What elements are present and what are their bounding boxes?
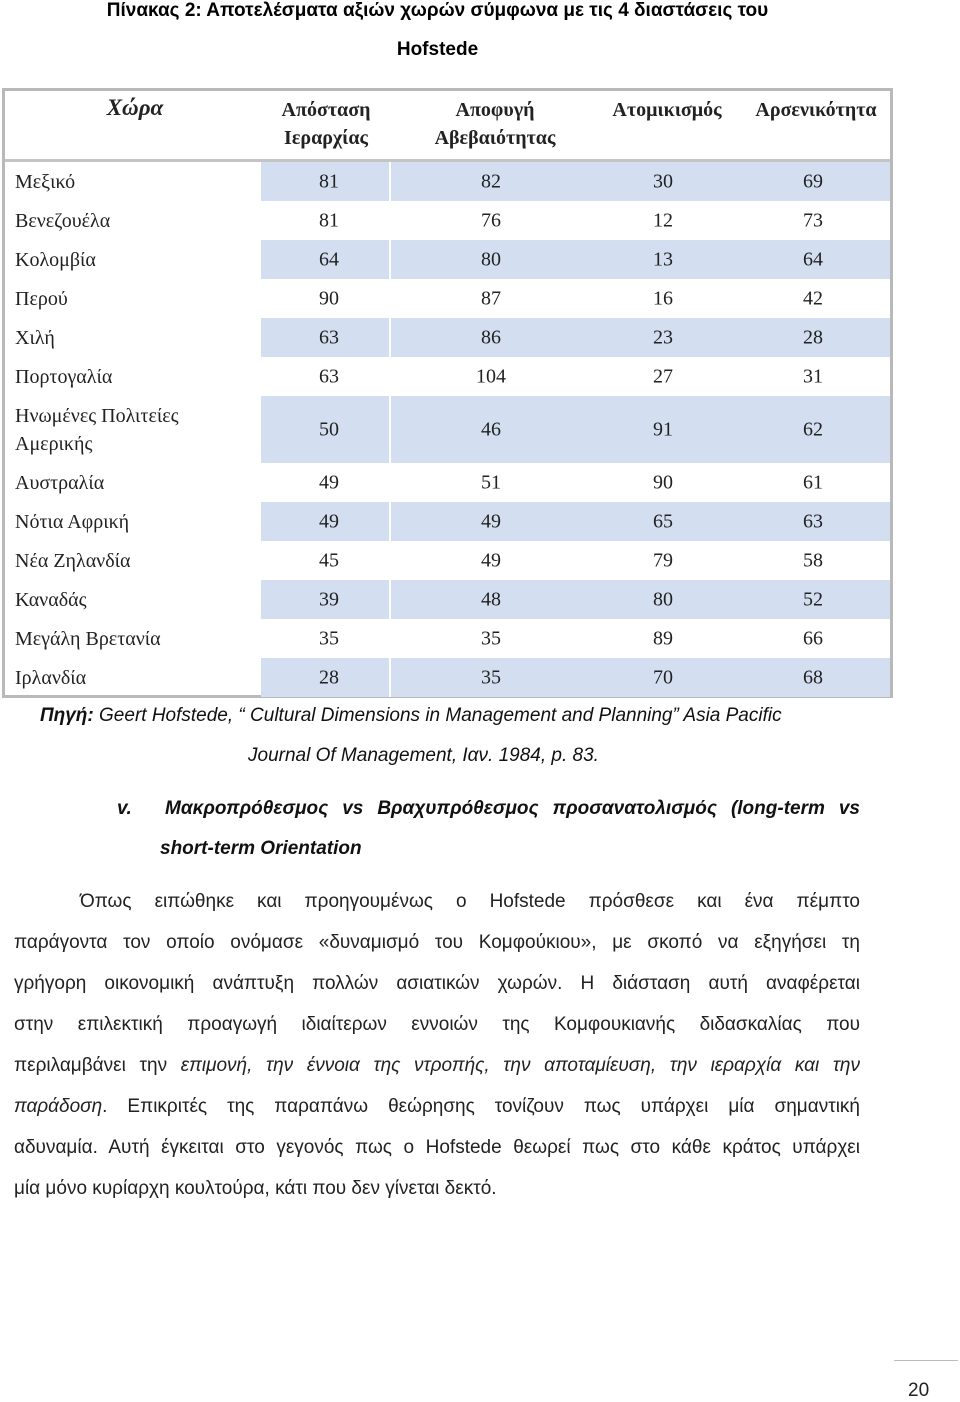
cell-individualism: 12 xyxy=(653,209,673,231)
table-caption-line-2: Hofstede xyxy=(396,39,479,60)
cell-country: Βενεζουέλα xyxy=(15,209,111,232)
table-caption-line-1: Πίνακας 2: Αποτελέσματα αξιών χωρών σύμφωνα με τις 4 διαστάσεις του xyxy=(106,0,769,21)
cell-uncertainty-avoidance: 80 xyxy=(481,248,501,270)
cell-divider xyxy=(389,580,391,619)
cell-country: Πορτογαλία xyxy=(15,365,113,388)
cell-divider xyxy=(389,396,391,463)
paragraph-line: γρήγορη οικονομική ανάπτυξη πολλών ασιατικών χωρών. Η διάσταση αυτή αναφέρεται xyxy=(14,973,860,994)
cell-country: Περού xyxy=(15,287,68,310)
cell-individualism: 91 xyxy=(653,418,673,440)
cell-country: Καναδάς xyxy=(15,588,87,611)
cell-individualism: 79 xyxy=(653,549,673,571)
cell-individualism: 70 xyxy=(653,666,673,688)
paragraph-text: περιλαμβάνει την xyxy=(14,1055,181,1076)
header-country: Χώρα xyxy=(106,95,164,120)
table-row xyxy=(5,162,890,201)
cell-country: Χιλή xyxy=(15,326,55,349)
table-row xyxy=(5,619,890,658)
table-row xyxy=(5,357,890,396)
cell-masculinity: 64 xyxy=(803,248,823,270)
cell-country-line: Ηνωμένες Πολιτείες xyxy=(15,404,179,427)
footer-rule xyxy=(894,1360,958,1361)
cell-country: Αυστραλία xyxy=(15,471,105,494)
cell-divider xyxy=(389,658,391,697)
paragraph-line: αδυναμία. Αυτή έγκειται στο γεγονός πως ο Hofstede θεωρεί πως στο κάθε κράτος υπάρχει xyxy=(14,1137,860,1158)
cell-uncertainty-avoidance: 104 xyxy=(476,365,506,387)
paragraph-emphasis: παράδοση xyxy=(14,1096,103,1117)
cell-uncertainty-avoidance: 87 xyxy=(481,287,501,309)
header-uncertainty-avoidance xyxy=(410,96,580,152)
cell-masculinity: 62 xyxy=(803,418,823,440)
cell-country: Μεξικό xyxy=(15,170,76,193)
cell-uncertainty-avoidance: 51 xyxy=(481,471,501,493)
paragraph-emphasis: επιμονή, την έννοια της ντροπής, την αποταμίευση, την ιεραρχία και την xyxy=(180,1055,860,1076)
source-text-1: Geert Hofstede, “ Cultural Dimensions in Management and Planning” Asia Pacific xyxy=(93,705,782,726)
cell-individualism: 13 xyxy=(653,248,673,270)
cell-masculinity: 66 xyxy=(803,627,823,649)
cell-uncertainty-avoidance: 48 xyxy=(481,588,501,610)
header-power-distance xyxy=(261,96,391,152)
page-number: 20 xyxy=(908,1380,930,1401)
paragraph-text: . Επικριτές της παραπάνω θεώρησης τονίζουν πως υπάρχει μία σημαντική xyxy=(102,1096,860,1117)
cell-uncertainty-avoidance: 35 xyxy=(481,627,501,649)
cell-masculinity: 61 xyxy=(803,471,823,493)
cell-divider xyxy=(389,240,391,279)
cell-masculinity: 69 xyxy=(803,170,823,192)
table-row xyxy=(5,580,890,619)
paragraph-line: μία μόνο κυρίαρχη κουλτούρα, κάτι που δεν γίνεται δεκτό. xyxy=(14,1178,497,1199)
table-row xyxy=(5,279,890,318)
cell-country: Ιρλανδία xyxy=(15,666,87,689)
header-power-distance-line-1: Απόσταση xyxy=(281,99,371,121)
cell-individualism: 23 xyxy=(653,326,673,348)
cell-country: Νέα Ζηλανδία xyxy=(15,549,131,572)
cell-power-distance: 49 xyxy=(319,471,339,493)
table-row xyxy=(5,240,890,279)
cell-power-distance: 28 xyxy=(319,666,339,688)
table-row xyxy=(5,396,890,463)
source-line-1 xyxy=(40,705,960,727)
cell-masculinity: 63 xyxy=(803,510,823,532)
body-paragraph xyxy=(14,881,860,1209)
cell-uncertainty-avoidance: 82 xyxy=(481,170,501,192)
cell-uncertainty-avoidance: 49 xyxy=(481,510,501,532)
header-individualism: Ατομικισμός xyxy=(612,99,722,121)
cell-individualism: 16 xyxy=(653,287,673,309)
cell-masculinity: 58 xyxy=(803,549,823,571)
cell-uncertainty-avoidance: 49 xyxy=(481,549,501,571)
cell-country: Νότια Αφρική xyxy=(15,510,130,533)
paragraph-line: παράγοντα τον οποίο ονόμασε «δυναμισμό του Κομφούκιου», με σκοπό να εξηγήσει τη xyxy=(14,932,860,953)
cell-uncertainty-avoidance: 76 xyxy=(481,209,501,231)
cell-country: Κολομβία xyxy=(15,248,96,271)
cell-divider xyxy=(389,502,391,541)
paragraph-line xyxy=(14,1086,860,1127)
table-row xyxy=(5,318,890,357)
header-masculinity: Αρσενικότητα xyxy=(755,99,877,121)
cell-power-distance: 81 xyxy=(319,209,339,231)
cell-individualism: 27 xyxy=(653,365,673,387)
cell-power-distance: 64 xyxy=(319,248,339,270)
cell-country-line: Αμερικής xyxy=(15,432,93,455)
cell-masculinity: 73 xyxy=(803,209,823,231)
table-row xyxy=(5,201,890,240)
cell-power-distance: 45 xyxy=(319,549,339,571)
table-row xyxy=(5,658,890,697)
cell-uncertainty-avoidance: 46 xyxy=(481,418,501,440)
section-number: v. xyxy=(117,798,132,819)
paragraph-line: Όπως ειπώθηκε και προηγουμένως ο Hofstede πρόσθεσε και ένα πέμπτο xyxy=(80,891,860,912)
cell-masculinity: 42 xyxy=(803,287,823,309)
cell-masculinity: 31 xyxy=(803,365,823,387)
cell-power-distance: 90 xyxy=(319,287,339,309)
cell-individualism: 89 xyxy=(653,627,673,649)
table-row xyxy=(5,502,890,541)
cell-individualism: 90 xyxy=(653,471,673,493)
paragraph-line: στην επιλεκτική προαγωγή ιδιαίτερων εννοιών της Κομφουκιανής διδασκαλίας που xyxy=(14,1014,860,1035)
cell-power-distance: 63 xyxy=(319,326,339,348)
cell-individualism: 80 xyxy=(653,588,673,610)
header-uncertainty-line-2: Αβεβαιότητας xyxy=(434,127,556,149)
cell-individualism: 65 xyxy=(653,510,673,532)
header-power-distance-line-2: Ιεραρχίας xyxy=(284,127,368,149)
cell-power-distance: 39 xyxy=(319,588,339,610)
table-row xyxy=(5,463,890,502)
cell-power-distance: 35 xyxy=(319,627,339,649)
paragraph-line xyxy=(14,1045,860,1086)
cell-power-distance: 49 xyxy=(319,510,339,532)
cell-power-distance: 81 xyxy=(319,170,339,192)
source-label: Πηγή: xyxy=(40,705,94,726)
cell-country: Μεγάλη Βρετανία xyxy=(15,627,161,650)
header-uncertainty-line-1: Αποφυγή xyxy=(455,99,535,121)
cell-masculinity: 68 xyxy=(803,666,823,688)
section-heading-line-2: short-term Orientation xyxy=(160,838,362,859)
cell-country xyxy=(15,402,179,458)
cell-power-distance: 63 xyxy=(319,365,339,387)
cell-masculinity: 52 xyxy=(803,588,823,610)
cell-divider xyxy=(389,318,391,357)
cell-masculinity: 28 xyxy=(803,326,823,348)
cell-power-distance: 50 xyxy=(319,418,339,440)
cell-divider xyxy=(389,162,391,201)
cell-individualism: 30 xyxy=(653,170,673,192)
hofstede-table xyxy=(2,88,893,698)
cell-uncertainty-avoidance: 35 xyxy=(481,666,501,688)
cell-uncertainty-avoidance: 86 xyxy=(481,326,501,348)
section-heading-line-1: Μακροπρόθεσμος vs Βραχυπρόθεσμος προσανατολισμός (long-term vs xyxy=(165,798,860,819)
table-row xyxy=(5,541,890,580)
source-line-2: Journal Of Management, Ιαν. 1984, p. 83. xyxy=(248,745,599,766)
table-header xyxy=(5,91,890,162)
